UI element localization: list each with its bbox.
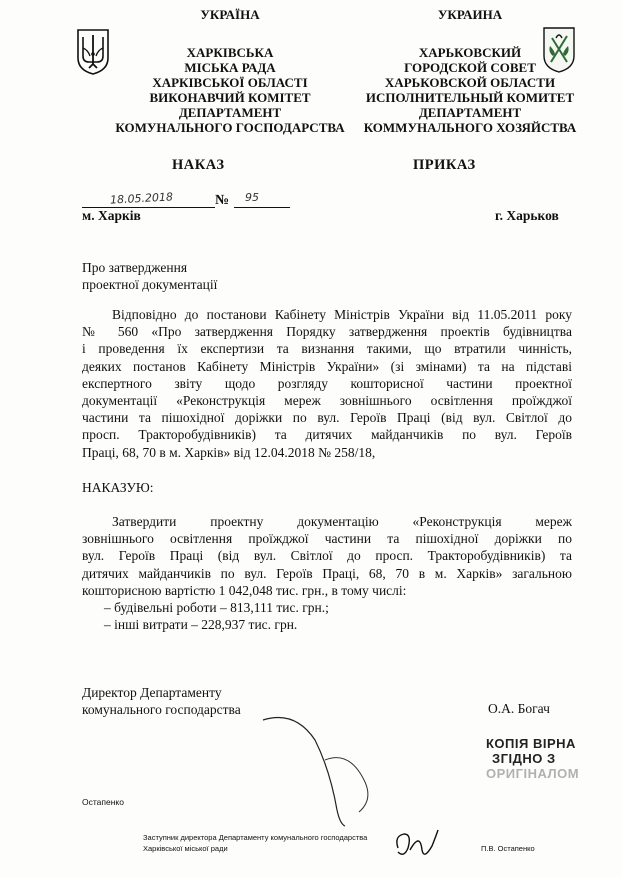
- header-ru-line: ХАРЬКОВСКИЙ: [418, 45, 522, 60]
- decree-line: вул. Героїв Праці (від вул. Світлої до просп. Тракторобудівників) та: [82, 548, 572, 564]
- header-ru-line: ГОРОДСКОЙ СОВЕТ: [404, 60, 536, 75]
- preamble-line: експертного звіту щодо розгляду кошторисної частини проектної: [82, 375, 572, 391]
- header-ua-country: УКРАЇНА: [200, 7, 260, 22]
- preamble-line: Відповідно до постанови Кабінету Міністрів України від 11.05.2011 року: [112, 307, 572, 322]
- subject-line: проектної документації: [82, 277, 218, 293]
- preamble-line: № 560 «Про затвердження Порядку затвердження проектів будівництва: [82, 324, 572, 340]
- city-ru: г. Харьков: [495, 208, 559, 223]
- preamble-line: документації «Реконструкція мереж зовнішнього освітлення проїжджої: [82, 393, 572, 409]
- signature-position: [82, 684, 241, 718]
- header-ua: [100, 7, 360, 135]
- decree: [82, 513, 572, 633]
- header-ua-line: МІСЬКА РАДА: [184, 60, 276, 75]
- decree-line: зовнішнього освітлення проїжджої частини та пішохідної доріжки по: [82, 531, 572, 547]
- decree-line: кошторисною вартістю 1 042,048 тис. грн., в тому числі:: [82, 582, 407, 598]
- footer-position: [143, 832, 367, 854]
- header-ru: [350, 7, 590, 135]
- header-ua-line: ВИКОНАВЧИЙ КОМІТЕТ: [149, 90, 311, 105]
- signature-position-line: комунального господарства: [82, 702, 241, 718]
- header-ru-line: ХАРЬКОВСКОЙ ОБЛАСТИ: [384, 75, 556, 90]
- order-word: НАКАЗУЮ:: [82, 480, 154, 495]
- footer-signature-scribble: [392, 826, 442, 864]
- stamp-line: ОРИГІНАЛОМ: [486, 766, 580, 781]
- decree-line: Затвердити проектну документацію «Реконструкція мереж: [112, 514, 572, 529]
- number-handwritten: 95: [245, 191, 259, 204]
- header-ua-line: ХАРКІВСЬКОЇ ОБЛАСТІ: [152, 75, 308, 90]
- footer-position-line: Харківської міської ради: [143, 844, 228, 853]
- header-ru-line: КОММУНАЛЬНОГО ХОЗЯЙСТВА: [363, 120, 577, 135]
- certified-copy-stamp: [486, 736, 579, 781]
- preamble-line: і проведення їх експертизи та визнання такими, що втратили чинність,: [82, 341, 572, 357]
- list-item: – інші витрати – 228,937 тис. грн.: [104, 617, 298, 633]
- preamble-line: деяких постанов Кабінету Міністрів України» (зі змінами) та на підставі: [82, 358, 572, 374]
- header-ua-line: ДЕПАРТАМЕНТ: [178, 105, 282, 120]
- executor: Остапенко: [82, 797, 124, 807]
- number-sign: №: [215, 193, 230, 208]
- footer-name: П.В. Остапенко: [481, 844, 535, 853]
- subject-line: Про затвердження: [82, 260, 188, 275]
- order-title-ua: НАКАЗ: [172, 157, 225, 173]
- stamp-line: ЗГІДНО З: [492, 751, 556, 766]
- header-ru-line: ИСПОЛНИТЕЛЬНЫЙ КОМИТЕТ: [365, 90, 575, 105]
- signature-position-line: Директор Департаменту: [82, 685, 222, 700]
- header-ua-line: ХАРКІВСЬКА: [186, 45, 274, 60]
- city-ua: м. Харків: [82, 208, 141, 223]
- header-ua-line: КОМУНАЛЬНОГО ГОСПОДАРСТВА: [115, 120, 345, 135]
- signature-name: О.А. Богач: [488, 701, 550, 716]
- decree-line: дитячих майданчиків по вул. Героїв Праці, 68, 70 в м. Харків» загальною: [82, 565, 572, 581]
- preamble-line: частини та пішохідної доріжки по вул. Героїв Праці (від вул. Світлої до: [82, 410, 572, 426]
- footer-position-line: Заступник директора Департаменту комунального господарства: [143, 833, 368, 842]
- stamp-line: КОПІЯ ВІРНА: [486, 736, 576, 751]
- preamble-line: просп. Тракторобудівників) та дитячих майданчиків по вул. Героїв: [82, 427, 572, 443]
- list-item: – будівельні роботи – 813,111 тис. грн.;: [104, 600, 329, 616]
- header-ru-country: УКРАИНА: [437, 7, 503, 22]
- subject: [82, 259, 217, 293]
- preamble-line: Праці, 68, 70 в м. Харків» від 12.04.2018 № 258/18,: [82, 444, 376, 460]
- header-ru-line: ДЕПАРТАМЕНТ: [418, 105, 522, 120]
- date-handwritten: 18.05.2018: [109, 190, 174, 207]
- number-line: [234, 207, 290, 208]
- preamble: [82, 306, 572, 461]
- signature-scribble: [255, 690, 385, 830]
- order-title-ru: ПРИКАЗ: [413, 157, 476, 173]
